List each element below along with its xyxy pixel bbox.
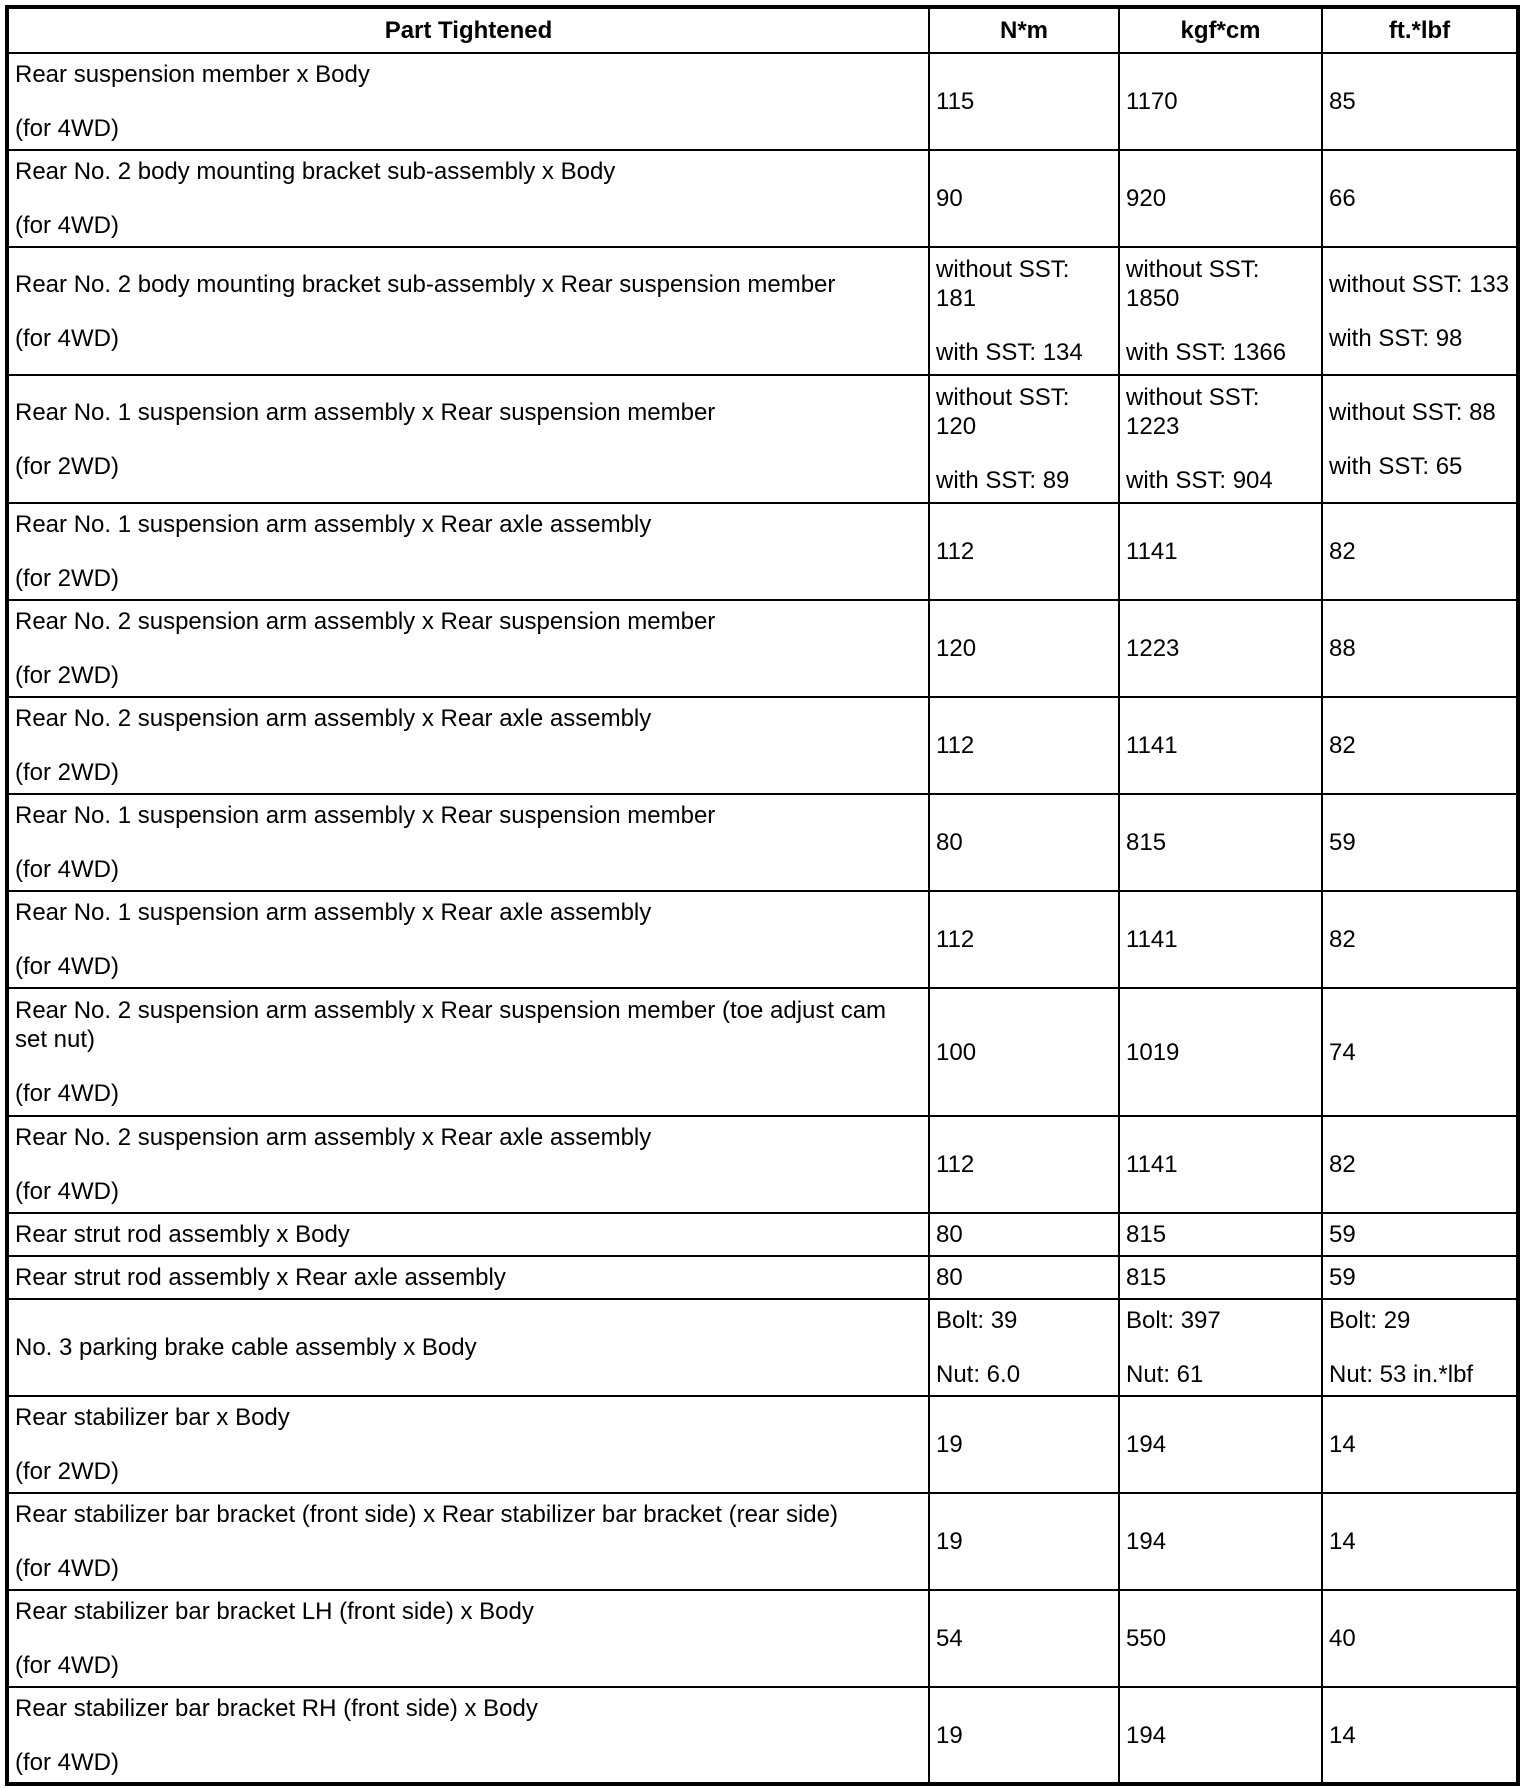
cell-text: without SST: 88 <box>1329 398 1496 426</box>
cell-part <box>7 697 929 794</box>
cell-kgf <box>1119 375 1322 503</box>
cell-text: (for 4WD) <box>15 1178 119 1205</box>
cell-text: 115 <box>936 88 975 115</box>
cell-ft <box>1322 247 1518 375</box>
cell-text: (for 4WD) <box>15 1555 119 1582</box>
cell-text: 112 <box>936 926 975 953</box>
cell-part <box>7 503 929 600</box>
line-gap <box>1126 313 1315 338</box>
table-row <box>7 1256 1518 1299</box>
cell-ft <box>1322 600 1518 697</box>
cell-text: 194 <box>1126 1528 1167 1555</box>
cell-kgf <box>1119 1116 1322 1213</box>
line-gap <box>15 1152 922 1177</box>
table-row <box>7 794 1518 891</box>
cell-kgf <box>1119 1256 1322 1299</box>
line-gap <box>15 1626 922 1651</box>
cell-part <box>7 1396 929 1493</box>
line-gap <box>15 1054 922 1079</box>
cell-text: 14 <box>1329 1431 1356 1458</box>
cell-text: Rear No. 2 suspension arm assembly x Rear axle assembly <box>15 1124 652 1151</box>
table-row <box>7 503 1518 600</box>
header-ft-lbf: ft.*lbf <box>1322 7 1518 53</box>
cell-text: 40 <box>1329 1625 1356 1652</box>
line-gap <box>15 539 922 564</box>
cell-text: Rear stabilizer bar x Body <box>15 1404 290 1431</box>
cell-text: Rear strut rod assembly x Body <box>15 1221 350 1248</box>
cell-nm <box>929 1213 1119 1256</box>
line-gap <box>15 1432 922 1457</box>
cell-text: Bolt: 397 <box>1126 1307 1221 1334</box>
cell-text: with SST: 65 <box>1329 452 1463 480</box>
line-gap <box>15 1529 922 1554</box>
line-gap <box>15 299 922 324</box>
cell-kgf <box>1119 891 1322 988</box>
cell-ft <box>1322 1116 1518 1213</box>
cell-kgf <box>1119 150 1322 247</box>
header-part-tightened: Part Tightened <box>7 7 929 53</box>
cell-kgf <box>1119 1396 1322 1493</box>
cell-text: 19 <box>936 1721 963 1749</box>
cell-text: 1019 <box>1126 1038 1180 1066</box>
cell-kgf <box>1119 1299 1322 1396</box>
line-gap <box>15 1723 922 1748</box>
cell-text: 88 <box>1329 635 1356 662</box>
cell-text: 14 <box>1329 1721 1356 1749</box>
cell-ft <box>1322 1493 1518 1590</box>
cell-text: 90 <box>936 185 963 212</box>
cell-ft <box>1322 988 1518 1116</box>
cell-text: 59 <box>1329 1264 1356 1291</box>
cell-text: 82 <box>1329 732 1356 759</box>
line-gap <box>1329 427 1510 452</box>
cell-kgf <box>1119 697 1322 794</box>
cell-text: Rear No. 2 suspension arm assembly x Rear suspension member (toe adjust cam set nut) <box>15 997 887 1053</box>
cell-text: (for 4WD) <box>15 1748 119 1776</box>
table-row <box>7 247 1518 375</box>
cell-nm <box>929 988 1119 1116</box>
cell-text: No. 3 parking brake cable assembly x Body <box>15 1334 477 1361</box>
cell-text: Rear No. 2 body mounting bracket sub-assembly x Body <box>15 158 616 185</box>
cell-part <box>7 1493 929 1590</box>
cell-nm <box>929 600 1119 697</box>
cell-text: 80 <box>936 1221 963 1248</box>
cell-text: 550 <box>1126 1625 1167 1652</box>
cell-nm <box>929 1299 1119 1396</box>
cell-text: 59 <box>1329 1221 1356 1248</box>
cell-text: without SST: 1850 <box>1126 256 1260 312</box>
cell-text: Bolt: 29 <box>1329 1307 1411 1334</box>
cell-text: Rear suspension member x Body <box>15 61 370 88</box>
line-gap <box>15 636 922 661</box>
cell-text: (for 4WD) <box>15 1652 119 1679</box>
cell-ft <box>1322 697 1518 794</box>
cell-nm <box>929 794 1119 891</box>
cell-text: 59 <box>1329 829 1356 856</box>
cell-text: with SST: 134 <box>936 339 1083 366</box>
line-gap <box>15 927 922 952</box>
header-row <box>7 7 1518 53</box>
torque-spec-table-wrapper <box>5 5 1516 1786</box>
cell-text: without SST: 181 <box>936 256 1070 312</box>
cell-text: Rear No. 2 body mounting bracket sub-assembly x Rear suspension member <box>15 270 836 298</box>
cell-ft <box>1322 891 1518 988</box>
cell-ft <box>1322 503 1518 600</box>
cell-text: 815 <box>1126 829 1167 856</box>
cell-nm <box>929 247 1119 375</box>
cell-ft <box>1322 1687 1518 1784</box>
cell-text: Rear No. 1 suspension arm assembly x Rear axle assembly <box>15 511 652 538</box>
cell-kgf <box>1119 1687 1322 1784</box>
cell-text: 112 <box>936 1151 975 1178</box>
cell-text: 54 <box>936 1625 963 1652</box>
cell-ft <box>1322 794 1518 891</box>
cell-kgf <box>1119 53 1322 150</box>
cell-nm <box>929 503 1119 600</box>
cell-text: 82 <box>1329 538 1356 565</box>
cell-text: (for 4WD) <box>15 115 119 142</box>
table-row <box>7 53 1518 150</box>
cell-text: (for 2WD) <box>15 759 119 786</box>
torque-spec-table <box>5 5 1520 1786</box>
cell-ft <box>1322 1396 1518 1493</box>
cell-text: 82 <box>1329 1151 1356 1178</box>
line-gap <box>1126 1335 1315 1360</box>
cell-text: Rear No. 2 suspension arm assembly x Rear suspension member <box>15 608 716 635</box>
line-gap <box>15 733 922 758</box>
cell-text: (for 2WD) <box>15 662 119 689</box>
line-gap <box>1329 1335 1510 1360</box>
header-nm: N*m <box>929 7 1119 53</box>
cell-nm <box>929 891 1119 988</box>
table-row <box>7 1590 1518 1687</box>
cell-text: 815 <box>1126 1264 1167 1291</box>
cell-text: Rear No. 1 suspension arm assembly x Rear axle assembly <box>15 899 652 926</box>
cell-text: Rear stabilizer bar bracket LH (front side) x Body <box>15 1598 534 1625</box>
cell-text: (for 4WD) <box>15 212 119 239</box>
cell-part <box>7 988 929 1116</box>
cell-kgf <box>1119 503 1322 600</box>
cell-text: 82 <box>1329 926 1356 953</box>
cell-part <box>7 53 929 150</box>
line-gap <box>936 441 1112 466</box>
cell-text: (for 2WD) <box>15 452 119 480</box>
line-gap <box>15 89 922 114</box>
cell-kgf <box>1119 1590 1322 1687</box>
cell-text: 194 <box>1126 1721 1167 1749</box>
cell-nm <box>929 1396 1119 1493</box>
cell-text: 14 <box>1329 1528 1356 1555</box>
cell-text: 194 <box>1126 1431 1167 1458</box>
cell-part <box>7 891 929 988</box>
cell-nm <box>929 1256 1119 1299</box>
cell-nm <box>929 1590 1119 1687</box>
cell-part <box>7 794 929 891</box>
cell-text: (for 2WD) <box>15 1458 119 1485</box>
cell-text: 920 <box>1126 185 1167 212</box>
cell-text: with SST: 904 <box>1126 467 1273 494</box>
table-row <box>7 1213 1518 1256</box>
cell-nm <box>929 375 1119 503</box>
cell-part <box>7 1256 929 1299</box>
cell-text: 1141 <box>1126 926 1178 953</box>
cell-text: without SST: 1223 <box>1126 384 1260 440</box>
cell-text: 120 <box>936 635 977 662</box>
cell-ft <box>1322 150 1518 247</box>
header-kgf-cm: kgf*cm <box>1119 7 1322 53</box>
cell-text: without SST: 133 <box>1329 270 1510 298</box>
table-body <box>7 53 1518 1784</box>
table-row <box>7 150 1518 247</box>
cell-nm <box>929 53 1119 150</box>
cell-text: Nut: 61 <box>1126 1361 1204 1388</box>
cell-text: 19 <box>936 1431 963 1458</box>
table-row <box>7 600 1518 697</box>
cell-text: 1141 <box>1126 1151 1178 1178</box>
line-gap <box>1126 441 1315 466</box>
cell-text: 19 <box>936 1528 963 1555</box>
cell-text: 66 <box>1329 185 1356 212</box>
cell-part <box>7 1213 929 1256</box>
line-gap <box>15 427 922 452</box>
cell-kgf <box>1119 988 1322 1116</box>
cell-text: 1223 <box>1126 635 1180 662</box>
cell-text: Nut: 53 in.*lbf <box>1329 1361 1474 1388</box>
cell-text: 815 <box>1126 1221 1167 1248</box>
table-row <box>7 891 1518 988</box>
cell-ft <box>1322 1256 1518 1299</box>
cell-text: 1141 <box>1126 732 1178 759</box>
cell-text: (for 4WD) <box>15 324 119 352</box>
cell-ft <box>1322 1299 1518 1396</box>
line-gap <box>1329 299 1510 324</box>
cell-text: Bolt: 39 <box>936 1307 1018 1334</box>
cell-kgf <box>1119 1493 1322 1590</box>
line-gap <box>15 186 922 211</box>
table-row <box>7 1116 1518 1213</box>
cell-text: 80 <box>936 829 963 856</box>
cell-part <box>7 1299 929 1396</box>
cell-nm <box>929 1687 1119 1784</box>
cell-text: Rear strut rod assembly x Rear axle assembly <box>15 1264 506 1291</box>
cell-text: (for 4WD) <box>15 856 119 883</box>
cell-text: (for 4WD) <box>15 1080 119 1107</box>
cell-ft <box>1322 1590 1518 1687</box>
line-gap <box>936 313 1112 338</box>
cell-text: (for 4WD) <box>15 953 119 980</box>
cell-text: 100 <box>936 1038 977 1066</box>
table-row <box>7 1687 1518 1784</box>
line-gap <box>936 1335 1112 1360</box>
cell-part <box>7 1590 929 1687</box>
cell-part <box>7 247 929 375</box>
cell-nm <box>929 150 1119 247</box>
cell-text: 85 <box>1329 88 1356 115</box>
cell-part <box>7 600 929 697</box>
cell-text: Rear stabilizer bar bracket (front side) x Rear stabilizer bar bracket (rear side) <box>15 1501 838 1528</box>
cell-text: 80 <box>936 1264 963 1291</box>
table-row <box>7 988 1518 1116</box>
cell-text: without SST: 120 <box>936 384 1070 440</box>
cell-ft <box>1322 375 1518 503</box>
cell-ft <box>1322 53 1518 150</box>
cell-text: with SST: 1366 <box>1126 339 1287 366</box>
table-row <box>7 1396 1518 1493</box>
cell-text: Rear No. 1 suspension arm assembly x Rear suspension member <box>15 802 716 829</box>
cell-text: Rear No. 1 suspension arm assembly x Rear suspension member <box>15 398 716 426</box>
line-gap <box>15 830 922 855</box>
cell-part <box>7 1687 929 1784</box>
cell-text: Rear stabilizer bar bracket RH (front side) x Body <box>15 1694 538 1722</box>
cell-text: 1170 <box>1126 88 1178 115</box>
table-row <box>7 1493 1518 1590</box>
cell-part <box>7 1116 929 1213</box>
cell-text: with SST: 89 <box>936 467 1070 494</box>
cell-part <box>7 375 929 503</box>
cell-nm <box>929 1493 1119 1590</box>
cell-text: Rear No. 2 suspension arm assembly x Rear axle assembly <box>15 705 652 732</box>
cell-text: (for 2WD) <box>15 565 119 592</box>
cell-kgf <box>1119 600 1322 697</box>
cell-text: with SST: 98 <box>1329 324 1463 352</box>
cell-kgf <box>1119 247 1322 375</box>
cell-kgf <box>1119 1213 1322 1256</box>
cell-text: 74 <box>1329 1038 1356 1066</box>
cell-text: 112 <box>936 732 975 759</box>
cell-text: Nut: 6.0 <box>936 1361 1021 1388</box>
cell-part <box>7 150 929 247</box>
cell-nm <box>929 1116 1119 1213</box>
cell-text: 1141 <box>1126 538 1178 565</box>
cell-kgf <box>1119 794 1322 891</box>
cell-text: 112 <box>936 538 975 565</box>
cell-ft <box>1322 1213 1518 1256</box>
table-row <box>7 375 1518 503</box>
cell-nm <box>929 697 1119 794</box>
table-row <box>7 1299 1518 1396</box>
table-row <box>7 697 1518 794</box>
